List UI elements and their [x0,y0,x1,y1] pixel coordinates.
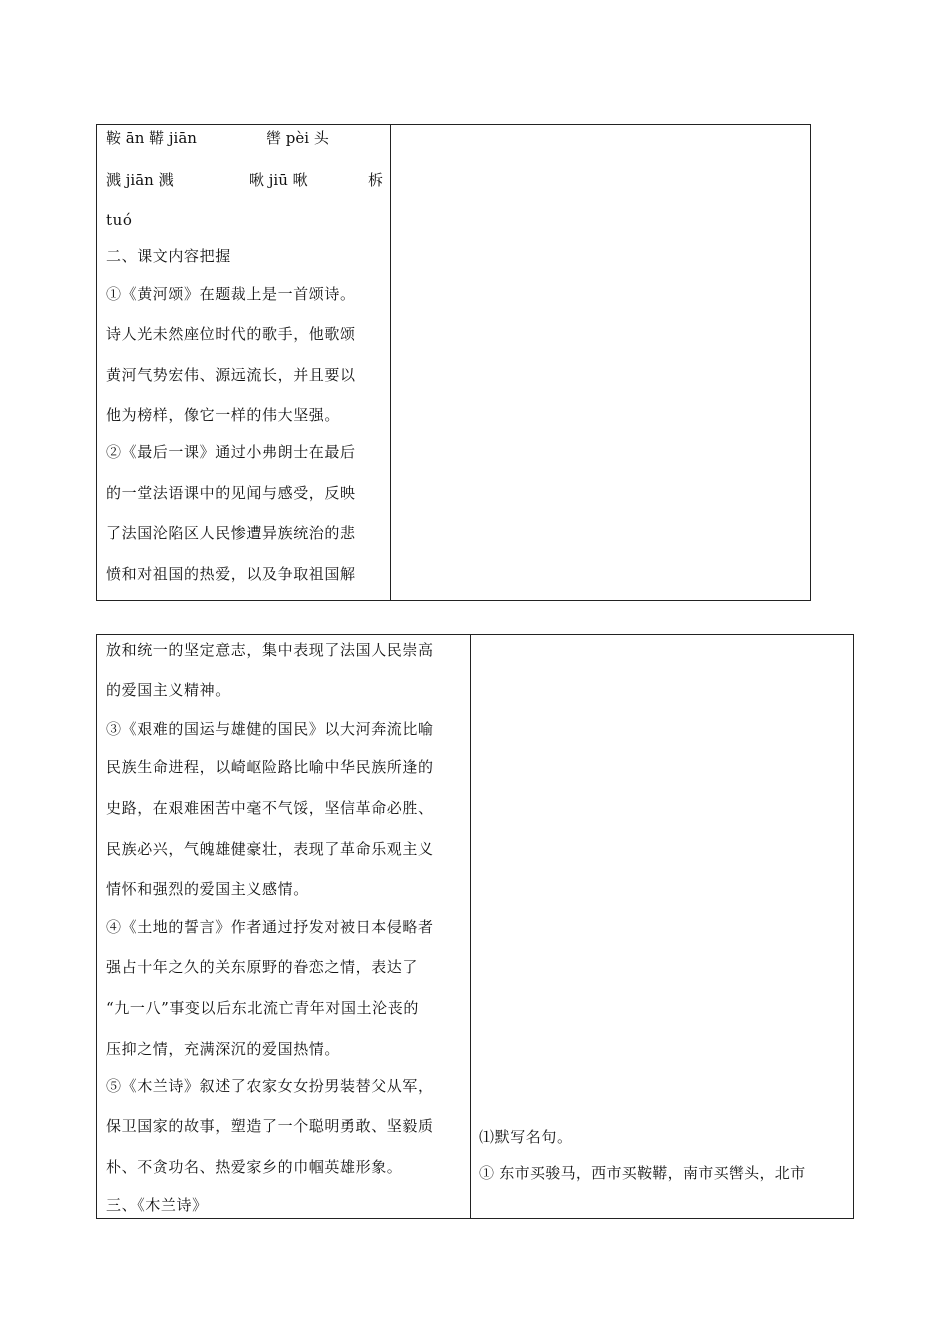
table-2 [96,634,854,1219]
paragraph-line: 黄河气势宏伟、源远流长，并且要以 [106,366,356,384]
paragraph-line: 愤和对祖国的热爱，以及争取祖国解 [106,565,356,583]
paragraph-line: 民族必兴，气魄雄健豪壮，表现了革命乐观主义 [106,840,434,858]
paragraph-line: 放和统一的坚定意志，集中表现了法国人民崇高 [106,641,434,659]
paragraph-line: ②《最后一课》通过小弗朗士在最后 [106,443,356,461]
pinyin-pei: 辔 pèi 头 [266,129,329,147]
table-2-left-cell [97,635,470,1218]
dictation-heading: ⑴默写名句。 [479,1128,573,1146]
table-2-right-cell [471,635,853,1218]
paragraph-line: 的爱国主义精神。 [106,681,231,699]
paragraph-line: ④《土地的誓言》作者通过抒发对被日本侵略者 [106,918,434,936]
pinyin-row-3: tuó [106,211,133,229]
paragraph-line: 压抑之情，充满深沉的爱国热情。 [106,1040,341,1058]
paragraph-line: 了法国沦陷区人民惨遭异族统治的悲 [106,524,356,542]
dictation-line: ① 东市买骏马，西市买鞍鞯，南市买辔头，北市 [479,1164,806,1182]
pinyin-jiu: 啾 jiū 啾 [249,171,308,189]
paragraph-line: 民族生命进程，以崎岖险路比喻中华民族所逢的 [106,758,434,776]
table-1-left-cell [97,125,390,600]
paragraph-line: 强占十年之久的关东原野的眷恋之情，表达了 [106,958,419,976]
section-heading: 二、课文内容把握 [106,247,231,265]
pinyin-jian: 溅 jiān 溅 [106,171,174,189]
paragraph-line: 史路，在艰难困苦中毫不气馁，坚信革命必胜、 [106,799,434,817]
pinyin-tuo-char: 柝 [368,171,384,189]
table-1 [96,124,811,601]
paragraph-line: 的一堂法语课中的见闻与感受，反映 [106,484,356,502]
section-heading: 三、《木兰诗》 [106,1196,208,1214]
pinyin-an-jian: 鞍 ān 鞯 jiān [106,129,197,147]
paragraph-line: 朴、不贪功名、热爱家乡的巾帼英雄形象。 [106,1158,403,1176]
paragraph-line: 保卫国家的故事，塑造了一个聪明勇敢、坚毅质 [106,1117,434,1135]
paragraph-line: ①《黄河颂》在题裁上是一首颂诗。 [106,285,356,303]
paragraph-line: 诗人光未然座位时代的歌手，他歌颂 [106,325,356,343]
table-1-right-cell [391,125,810,600]
paragraph-line: ⑤《木兰诗》叙述了农家女女扮男装替父从军， [106,1077,434,1095]
paragraph-line: “九一八”事变以后东北流亡青年对国土沦丧的 [106,999,419,1017]
paragraph-line: 情怀和强烈的爱国主义感情。 [106,880,309,898]
paragraph-line: 他为榜样，像它一样的伟大坚强。 [106,406,341,424]
paragraph-line: ③《艰难的国运与雄健的国民》以大河奔流比喻 [106,720,434,738]
